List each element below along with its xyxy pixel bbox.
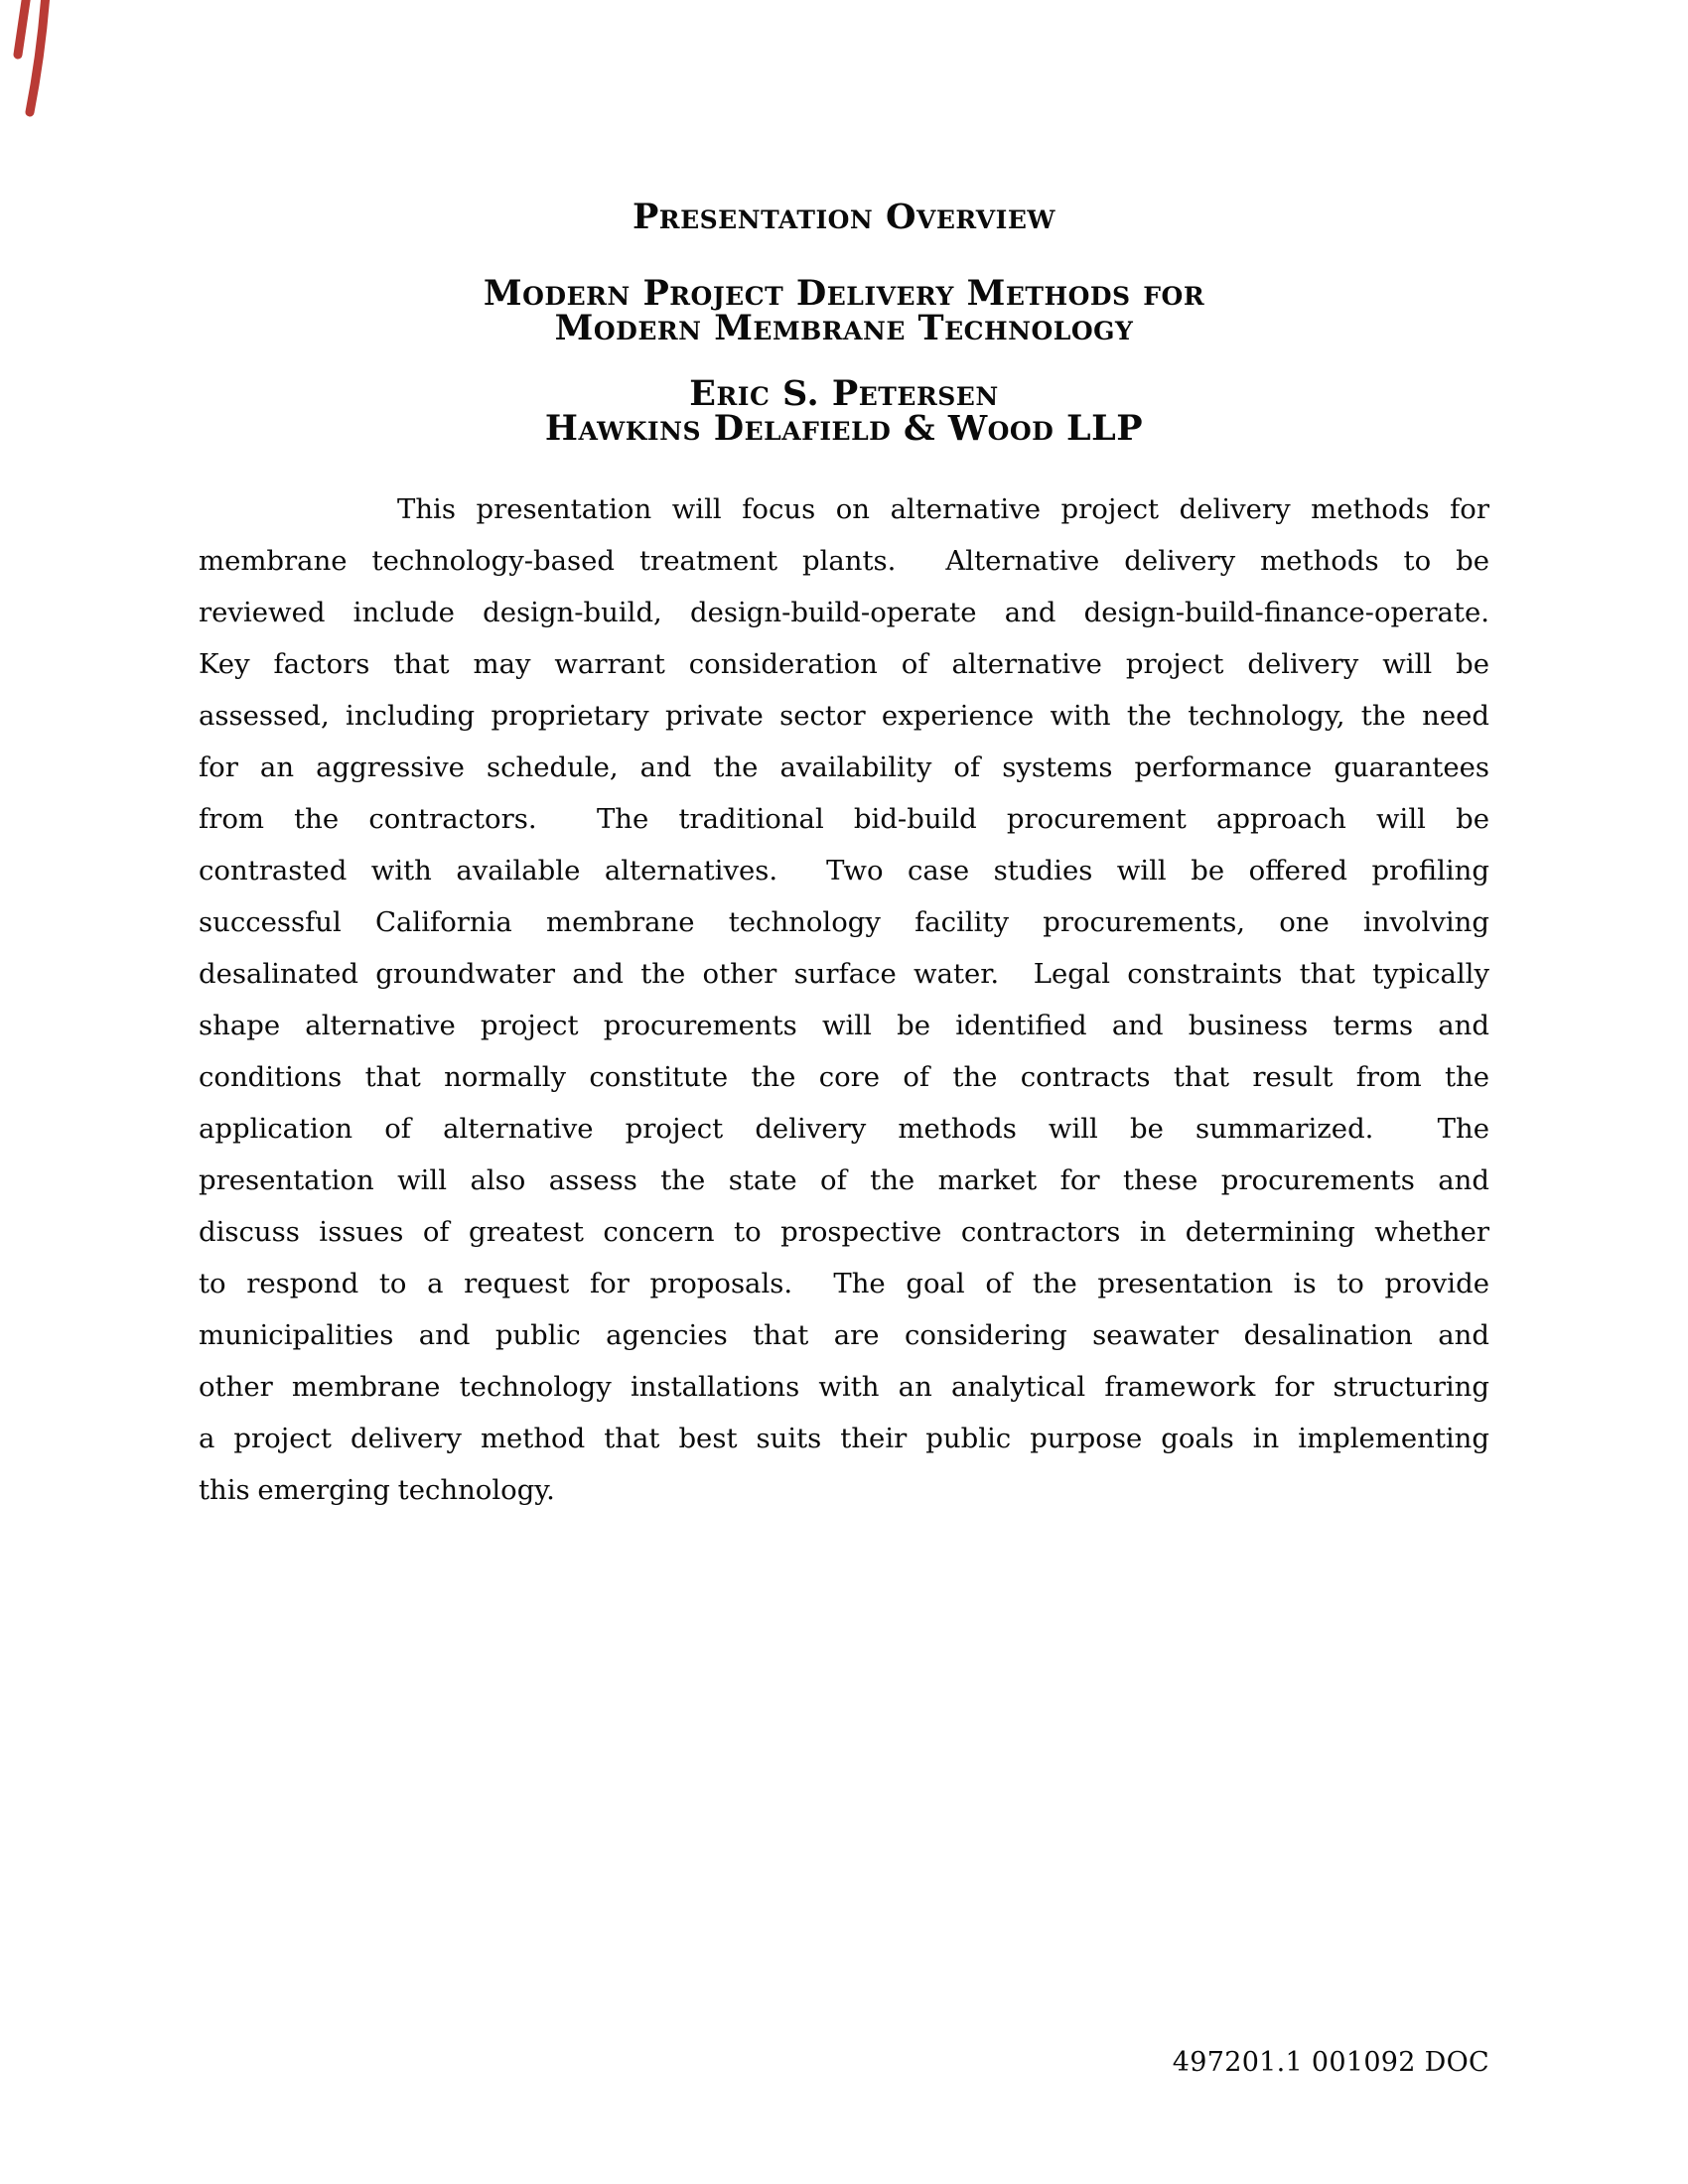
- document-subtitle: [199, 273, 1489, 348]
- red-pen-marks-icon: [0, 0, 70, 124]
- body-line: contrasted with available alternatives. Two case studies will be offered profiling: [199, 855, 1489, 887]
- body-paragraph: [199, 483, 1489, 1516]
- body-line: from the contractors. The traditional bid-build procurement approach will be: [199, 803, 1489, 835]
- body-line: other membrane technology installations with an analytical framework for structuring: [199, 1371, 1489, 1403]
- subtitle-line-1: Modern Project Delivery Methods for: [483, 273, 1205, 314]
- body-line: a project delivery method that best suits their public purpose goals in implementing: [199, 1423, 1489, 1454]
- body-line: application of alternative project delivery methods will be summarized. The: [199, 1113, 1489, 1145]
- body-line: shape alternative project procurements will be identified and business terms and: [199, 1010, 1489, 1041]
- body-line: Key factors that may warrant consideration of alternative project delivery will be: [199, 648, 1489, 680]
- body-line: for an aggressive schedule, and the availability of systems performance guarantees: [199, 751, 1489, 783]
- body-line: desalinated groundwater and the other surface water. Legal constraints that typically: [199, 958, 1489, 990]
- body-line: conditions that normally constitute the core of the contracts that result from the: [199, 1061, 1489, 1093]
- body-line: assessed, including proprietary private sector experience with the technology, the need: [199, 700, 1489, 732]
- subtitle-line-2: Modern Membrane Technology: [554, 308, 1134, 348]
- body-line: municipalities and public agencies that are considering seawater desalination and: [199, 1319, 1489, 1351]
- body-line: this emerging technology.: [199, 1474, 555, 1506]
- body-line: This presentation will focus on alternative project delivery methods for: [397, 493, 1489, 525]
- body-line: membrane technology-based treatment plants. Alternative delivery methods to be: [199, 545, 1489, 577]
- pen-stroke-icon: [18, 0, 27, 55]
- body-line: to respond to a request for proposals. The goal of the presentation is to provide: [199, 1268, 1489, 1299]
- firm-name: Hawkins Delafield & Wood LLP: [544, 408, 1144, 449]
- document-byline: [199, 373, 1489, 449]
- body-line: presentation will also assess the state of the market for these procurements and: [199, 1164, 1489, 1196]
- document-title: Presentation Overview: [632, 197, 1056, 237]
- footer-doc-number: 497201.1 001092 DOC: [1172, 2047, 1489, 2078]
- body-line: successful California membrane technology facility procurements, one involving: [199, 906, 1489, 938]
- body-line: discuss issues of greatest concern to prospective contractors in determining whether: [199, 1216, 1489, 1248]
- pen-stroke-icon: [30, 0, 46, 112]
- author-name: Eric S. Petersen: [689, 373, 999, 414]
- body-line: reviewed include design-build, design-build-operate and design-build-finance-operate.: [199, 597, 1489, 628]
